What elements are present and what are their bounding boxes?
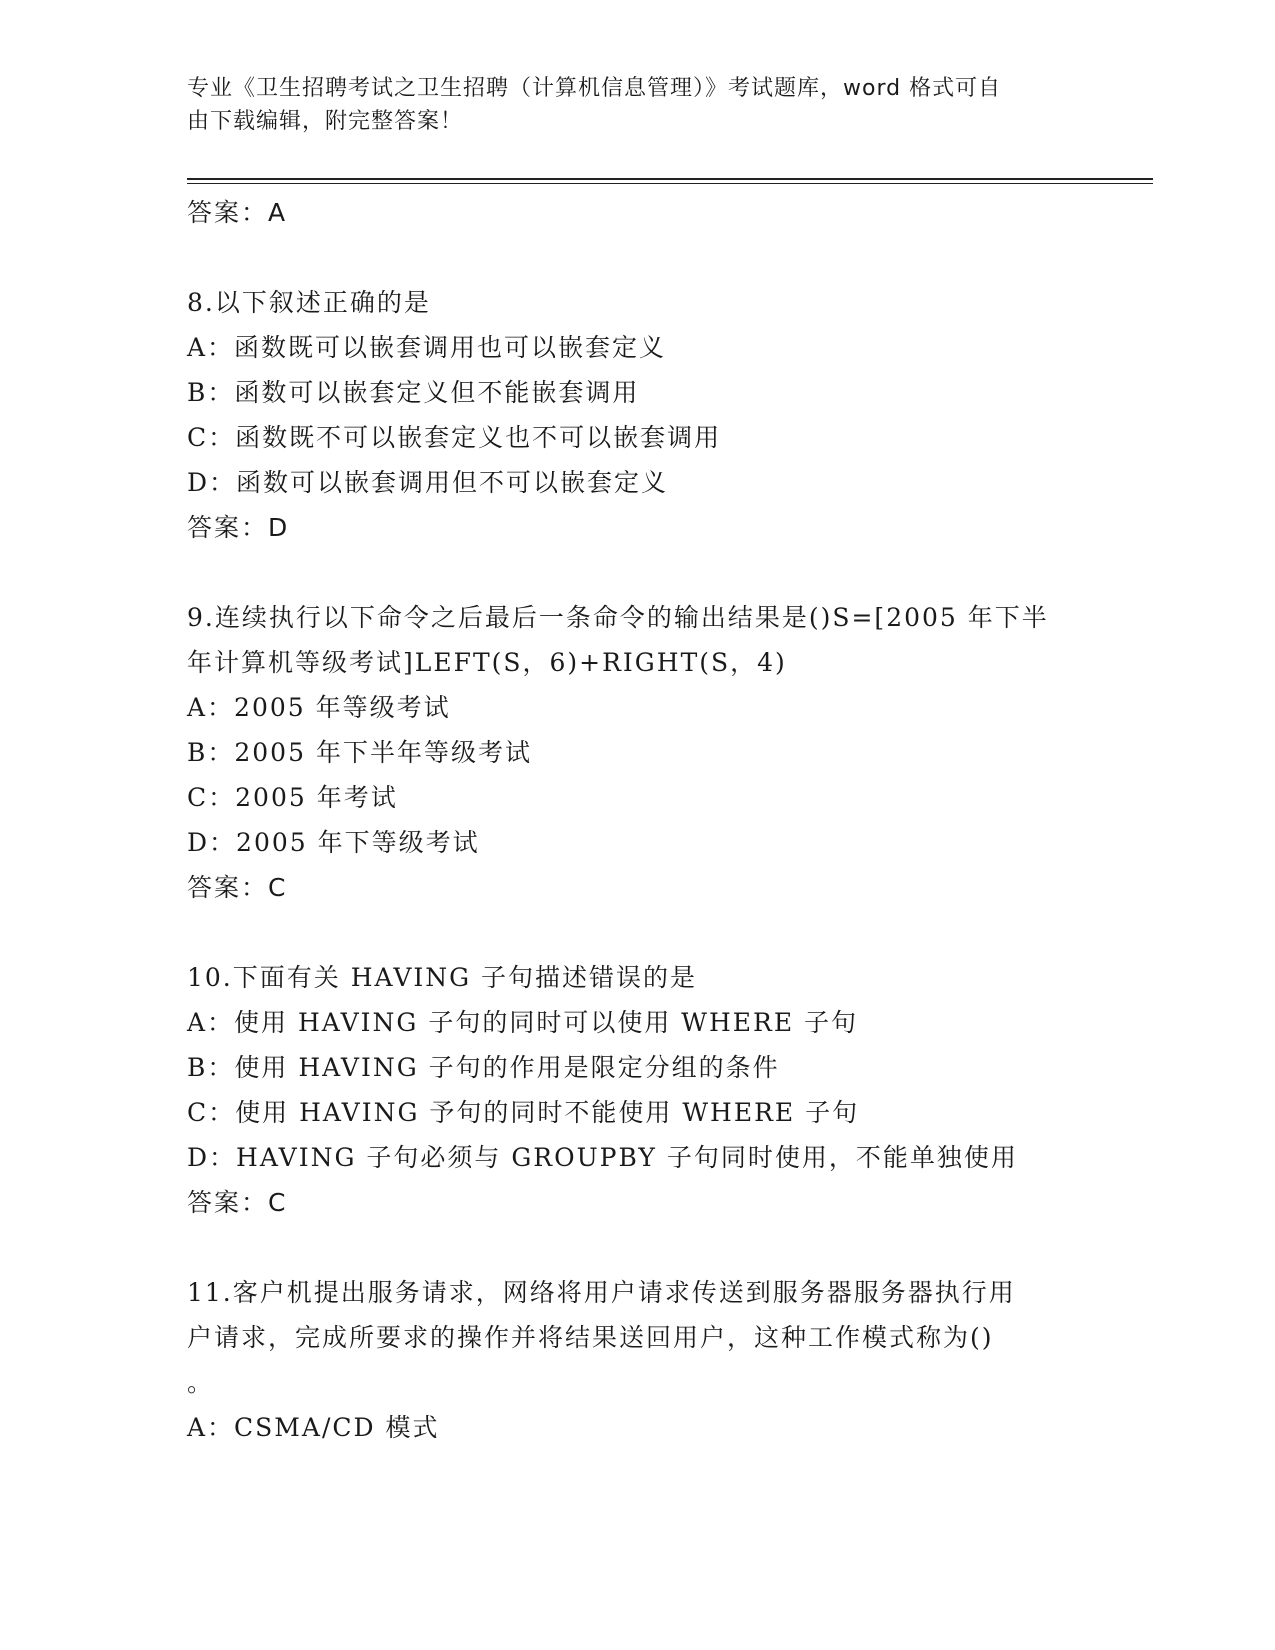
option-b: B：使用 HAVING 子句的作用是限定分组的条件 bbox=[187, 1053, 780, 1082]
answer-line: 答案：C bbox=[187, 873, 288, 902]
option-c: C：使用 HAVING 予句的同时不能使用 WHERE 子句 bbox=[187, 1098, 860, 1127]
option-b: B：函数可以嵌套定义但不能嵌套调用 bbox=[187, 378, 640, 407]
question-8 bbox=[187, 280, 1087, 550]
answer-line: 答案：D bbox=[187, 513, 290, 542]
question-stem: 8.以下叙述正确的是 bbox=[187, 288, 431, 317]
question-9 bbox=[187, 595, 1087, 910]
question-11 bbox=[187, 1270, 1087, 1450]
document-header bbox=[187, 72, 1067, 138]
option-b: B：2005 年下半年等级考试 bbox=[187, 738, 532, 767]
question-stem: 10.下面有关 HAVING 子句描述错误的是 bbox=[187, 963, 698, 992]
option-d: D：函数可以嵌套调用但不可以嵌套定义 bbox=[187, 468, 669, 497]
header-line-2: 由下载编辑，附完整答案！ bbox=[187, 109, 464, 134]
question-stem: 11.客户机提出服务请求，网络将用户请求传送到服务器服务器执行用 bbox=[187, 1278, 1016, 1307]
question-stem-cont: 户请求，完成所要求的操作并将结果送回用户，这种工作模式称为() bbox=[187, 1323, 994, 1352]
header-divider bbox=[187, 178, 1153, 180]
option-d: D：2005 年下等级考试 bbox=[187, 828, 480, 857]
option-c: C：函数既不可以嵌套定义也不可以嵌套调用 bbox=[187, 423, 722, 452]
header-line-1: 专业《卫生招聘考试之卫生招聘（计算机信息管理）》考试题库，word 格式可自 bbox=[187, 76, 1002, 101]
header-divider-thin bbox=[187, 183, 1153, 184]
question-stem-cont: 年计算机等级考试]LEFT(S，6)+RIGHT(S，4) bbox=[187, 648, 787, 677]
question-10 bbox=[187, 955, 1087, 1225]
option-a: A：CSMA/CD 模式 bbox=[187, 1413, 440, 1442]
answer-line: 答案：A bbox=[187, 198, 288, 227]
question-stem: 9.连续执行以下命令之后最后一条命令的输出结果是()S=[2005 年下半 bbox=[187, 603, 1049, 632]
option-a: A：函数既可以嵌套调用也可以嵌套定义 bbox=[187, 333, 667, 362]
answer-line: 答案：C bbox=[187, 1188, 288, 1217]
question-list bbox=[187, 190, 1087, 1450]
option-a: A：使用 HAVING 子句的同时可以使用 WHERE 子句 bbox=[187, 1008, 859, 1037]
question-stem-cont: 。 bbox=[187, 1368, 215, 1397]
option-a: A：2005 年等级考试 bbox=[187, 693, 451, 722]
option-d: D：HAVING 子句必须与 GROUPBY 子句同时使用，不能单独使用 bbox=[187, 1143, 1018, 1172]
option-c: C：2005 年考试 bbox=[187, 783, 398, 812]
